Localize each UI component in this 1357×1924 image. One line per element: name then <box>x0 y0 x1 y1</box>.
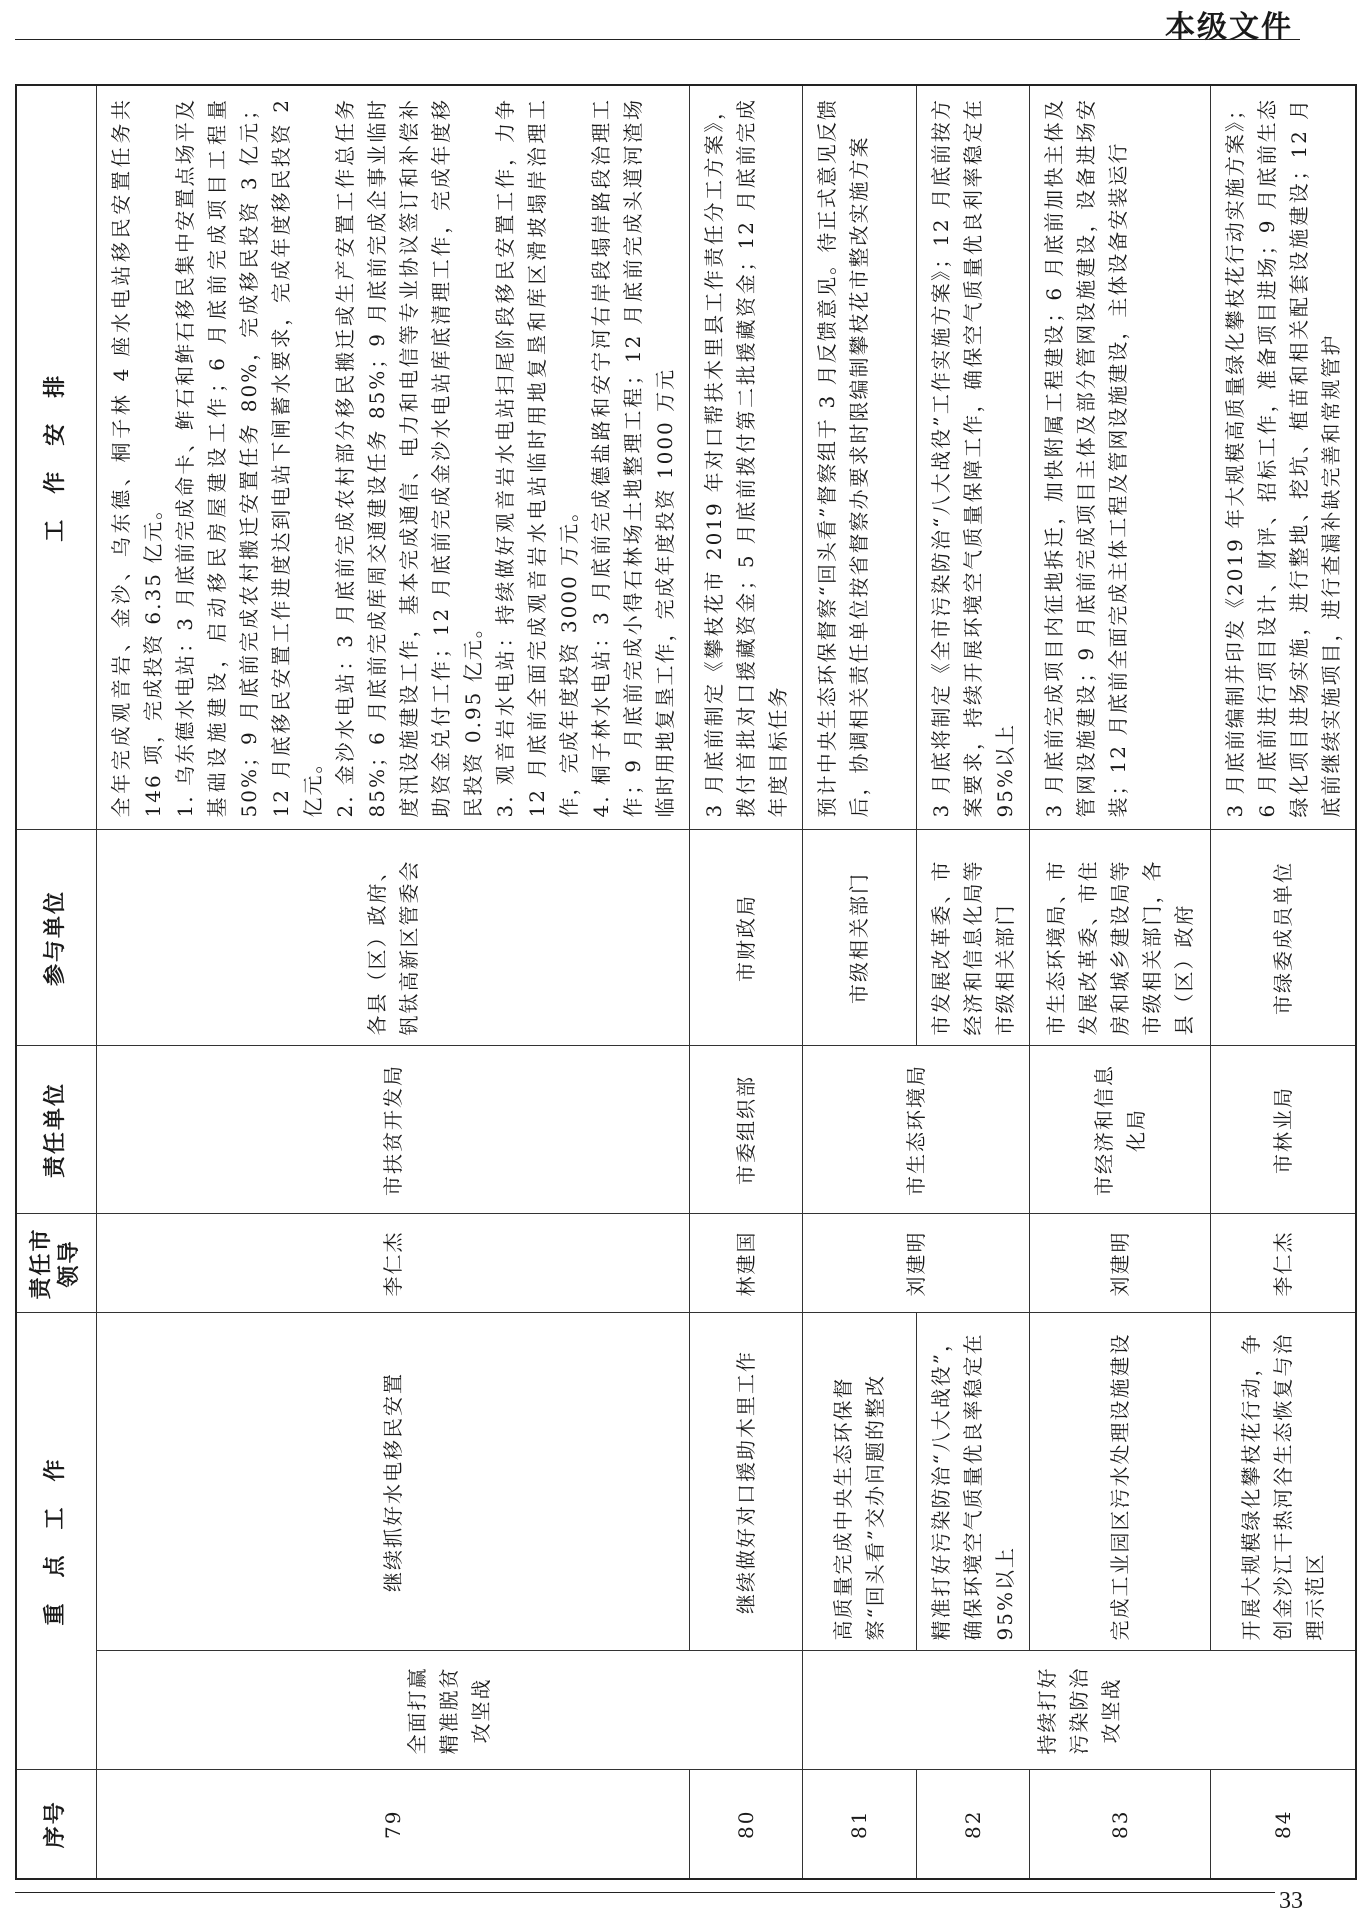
work-arrangement: 预计中央生态环保督察“回头看”督察组于 3 月反馈意见。待正式意见反馈后，协调相关责任单位按省督察办要求时限编制攀枝花市整改实施方案 <box>802 85 916 830</box>
row-number: 83 <box>1029 1770 1210 1879</box>
participant-units: 市绿委成员单位 <box>1210 830 1356 1046</box>
header-responsible: 责任单位 <box>16 1046 96 1214</box>
key-work-table <box>15 84 1357 1880</box>
table-row <box>1210 85 1356 1879</box>
row-number: 80 <box>689 1770 802 1879</box>
responsible-unit: 市委组织部 <box>689 1046 802 1214</box>
row-number: 82 <box>916 1770 1029 1879</box>
work-arrangement <box>96 85 689 830</box>
work-paragraph: 1. 乌东德水电站：3 月底前完成命卡、鲊石和鲊石移民集中安置点场平及基础设施建设，启动移民房屋建设工作；6 月底前完成项目工程量 50%；9 月底前完成农村搬迁安置任务 80%，完成移民投资 3 亿元；12 月底移民安置工作进度达到电站下闸蓄水要求，完成年度移民投资 2 亿元。 <box>172 97 325 818</box>
responsible-unit: 市林业局 <box>1210 1046 1356 1214</box>
task: 完成工业园区污水处理设施建设 <box>1029 1313 1210 1651</box>
table-row <box>689 85 802 1879</box>
table-header-row <box>16 85 96 1879</box>
work-paragraph: 4. 桐子林水电站：3 月底前完成德盐路和安宁河右岸段塌岸路段治理工作；9 月底前完成小得石林场土地整理工程；12 月底前完成头道河渣场临时用地复垦工作，完成年度投资 1000 万元 <box>588 97 677 818</box>
table-row <box>916 85 1029 1879</box>
work-paragraph: 3. 观音岩水电站：持续做好观音岩水电站扫尾阶段移民安置工作，力争 12 月底前全面完成观音岩水电站临时用地复垦和库区滑坡塌岸治理工作，完成年度投资 3000 万元。 <box>492 97 581 818</box>
leader: 李仁杰 <box>96 1214 689 1313</box>
work-arrangement: 3 月底前完成项目内征地拆迁，加快附属工程建设；6 月底前加快主体及管网设施建设；9 月底前完成项目主体及部分管网设施建设，设备进场安装；12 月底前全面完成主体工程及管网设施建设，主体设备安装运行 <box>1029 85 1210 830</box>
participant-units: 市生态环境局、市发展改革委、市住房和城乡建设局等市级相关部门，各县（区）政府 <box>1029 830 1210 1046</box>
work-paragraph: 全年完成观音岩、金沙、乌东德、桐子林 4 座水电站移民安置任务共 146 项，完成投资 6.35 亿元。 <box>108 97 165 818</box>
task: 继续抓好水电移民安置 <box>96 1313 689 1651</box>
leader: 林建国 <box>689 1214 802 1313</box>
participant-units: 市发展改革委、市经济和信息化局等市级相关部门 <box>916 830 1029 1046</box>
footer-divider <box>15 1892 1275 1893</box>
rotated-table-container <box>15 86 1343 1880</box>
table-row <box>1029 85 1210 1879</box>
header-key-work: 重 点 工 作 <box>16 1313 96 1770</box>
responsible-unit: 市扶贫开发局 <box>96 1046 689 1214</box>
work-arrangement: 3 月底将制定《全市污染防治“八大战役”工作实施方案》；12 月底前按方案要求，持续开展环境空气质量保障工作，确保空气质量优良利率稳定在 95%以上 <box>916 85 1029 830</box>
participant-units: 市财政局 <box>689 830 802 1046</box>
header-index: 序号 <box>16 1770 96 1879</box>
header-divider <box>15 39 1300 40</box>
category: 持续打好污染防治攻坚战 <box>802 1651 1356 1770</box>
responsible-unit: 市生态环境局 <box>802 1046 1029 1214</box>
leader: 刘建明 <box>1029 1214 1210 1313</box>
work-arrangement: 3 月底前编制并印发《2019 年大规模高质量绿化攀枝花行动实施方案》；6 月底前进行项目设计、财评、招标工作，准备项目进场；9 月底前生态绿化项目进场实施，进行整地、挖坑、植苗和相关配套设施建设；12 月底前继续实施项目，进行查漏补缺完善和常规管护 <box>1210 85 1356 830</box>
participant-units: 各县（区）政府、钒钛高新区管委会 <box>96 830 689 1046</box>
task: 继续做好对口援助木里工作 <box>689 1313 802 1651</box>
header-arrangement: 工 作 安 排 <box>16 85 96 830</box>
header-participants: 参与单位 <box>16 830 96 1046</box>
page-number: 33 <box>1279 1888 1303 1914</box>
leader: 李仁杰 <box>1210 1214 1356 1313</box>
page-header: 本级文件 <box>1165 10 1293 45</box>
category: 全面打赢精准脱贫攻坚战 <box>96 1651 802 1770</box>
row-number: 84 <box>1210 1770 1356 1879</box>
table-row <box>802 85 916 1879</box>
row-number: 81 <box>802 1770 916 1879</box>
task: 高质量完成中央生态环保督察“回头看”交办问题的整改 <box>802 1313 916 1651</box>
header-leader: 责任市领导 <box>16 1214 96 1313</box>
task: 精准打好污染防治“八大战役”，确保环境空气质量优良率稳定在 95%以上 <box>916 1313 1029 1651</box>
row-number: 79 <box>96 1770 689 1879</box>
responsible-unit: 市经济和信息化局 <box>1029 1046 1210 1214</box>
task: 开展大规模绿化攀枝花行动，争创金沙江干热河谷生态恢复与治理示范区 <box>1210 1313 1356 1651</box>
table-row <box>96 85 689 1879</box>
leader: 刘建明 <box>802 1214 1029 1313</box>
participant-units: 市级相关部门 <box>802 830 916 1046</box>
work-arrangement: 3 月底前制定《攀枝花市 2019 年对口帮扶木里县工作责任分工方案》，拨付首批对口援藏资金；5 月底前拨付第二批援藏资金；12 月底前完成年度目标任务 <box>689 85 802 830</box>
work-paragraph: 2. 金沙水电站：3 月底前完成农村部分移民搬迁或生产安置工作总任务 85%；6 月底前完成库周交通建设任务 85%；9 月底前完成企事业临时度汛设施建设工作，基本完成通信、电力和电信等专业协议签订和补偿补助资金兑付工作；12 月底前完成金沙水电站库底清理工作，完成年度移民投资 0.95 亿元。 <box>332 97 485 818</box>
